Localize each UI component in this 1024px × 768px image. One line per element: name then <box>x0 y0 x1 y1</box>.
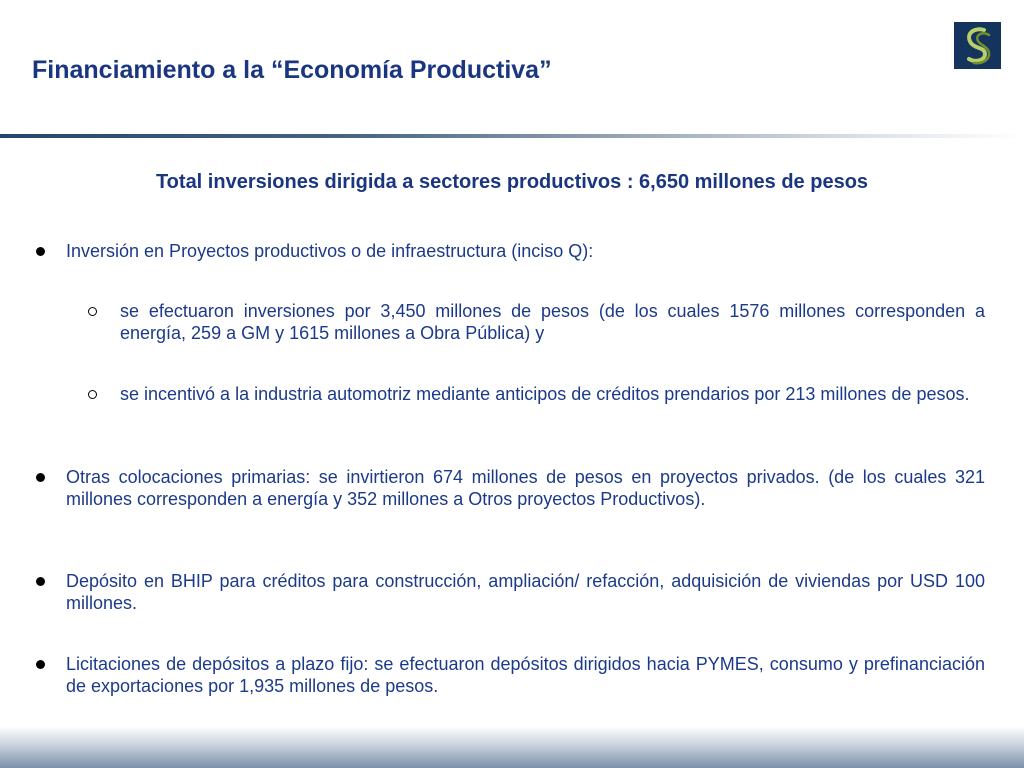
sub-bullet-circle-icon <box>88 307 97 316</box>
slide-title: Financiamiento a la “Economía Productiva” <box>32 56 552 84</box>
bullet-dot-icon <box>36 660 45 669</box>
bullet-item <box>66 240 985 262</box>
sub-bullet-text: se incentivó a la industria automotriz mediante anticipos de créditos prendarios por 213 millones de pesos. <box>120 384 970 404</box>
sub-bullet-item <box>120 300 985 344</box>
footer-gradient-band <box>0 726 1024 768</box>
bullet-dot-icon <box>36 577 45 586</box>
sub-bullet-text: se efectuaron inversiones por 3,450 millones de pesos (de los cuales 1576 millones corresponden a energía, 259 a GM y 1615 millones a Obra Pública) y <box>120 301 985 343</box>
slide-subtitle: Total inversiones dirigida a sectores productivos : 6,650 millones de pesos <box>155 171 869 193</box>
bullet-item <box>66 653 985 697</box>
bullet-item <box>66 570 985 614</box>
bullet-text: Depósito en BHIP para créditos para construcción, ampliación/ refacción, adquisición de viviendas por USD 100 millones. <box>66 571 985 613</box>
bullet-item <box>66 466 985 510</box>
bullet-text: Inversión en Proyectos productivos o de infraestructura (inciso Q): <box>66 241 594 261</box>
bullet-dot-icon <box>36 473 45 482</box>
header-divider <box>0 134 1024 138</box>
bullet-text: Otras colocaciones primarias: se invirtieron 674 millones de pesos en proyectos privados. (de los cuales 321 millones corresponden a energía y 352 millones a Otros proyectos Productivos). <box>66 467 985 509</box>
bullet-dot-icon <box>36 247 45 256</box>
sub-bullet-item <box>120 383 985 405</box>
bullet-text: Licitaciones de depósitos a plazo fijo: se efectuaron depósitos dirigidos hacia PYMES, consumo y prefinanciación de exportaciones por 1,935 millones de pesos. <box>66 654 985 696</box>
sub-bullet-circle-icon <box>88 390 97 399</box>
company-logo-icon <box>954 22 1001 69</box>
logo-swoosh-graphic <box>954 22 1001 69</box>
